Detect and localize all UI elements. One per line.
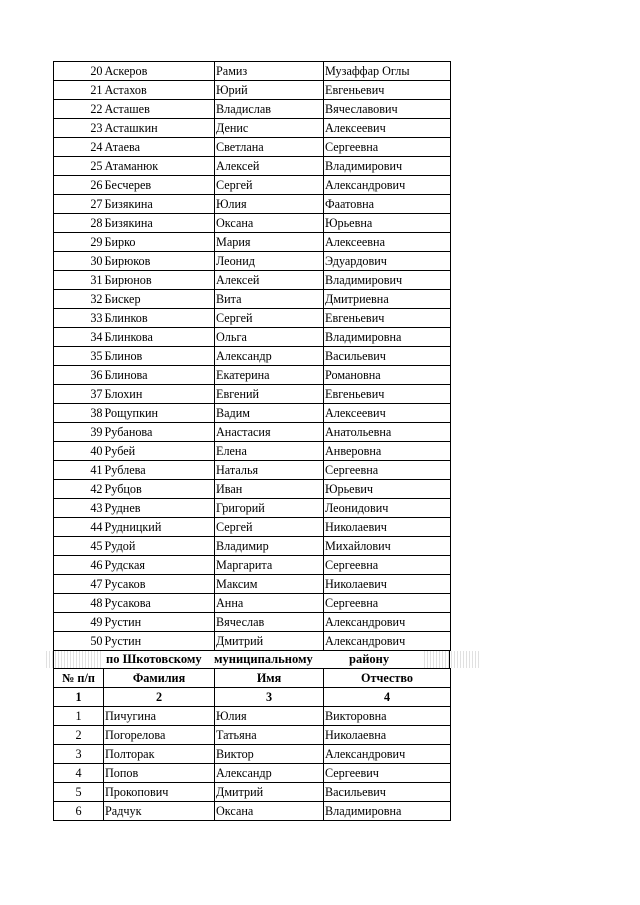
name-cell: Денис: [215, 119, 324, 138]
surname-cell: Асташев: [104, 100, 215, 119]
patronymic-cell: Алексеевна: [324, 233, 451, 252]
patronymic-cell: Фаатовна: [324, 195, 451, 214]
caption-word-3: району: [349, 652, 390, 666]
patronymic-cell: Юрьевич: [324, 480, 451, 499]
row-number: 25: [54, 157, 104, 176]
table-row: [54, 328, 451, 347]
name-cell: Оксана: [215, 802, 324, 821]
table-row: [54, 764, 451, 783]
table-row: [54, 176, 451, 195]
district-caption: [53, 651, 450, 668]
patronymic-cell: Леонидович: [324, 499, 451, 518]
row-number: 50: [54, 632, 104, 651]
table-row: [54, 81, 451, 100]
patronymic-cell: Алексеевич: [324, 404, 451, 423]
row-number: 41: [54, 461, 104, 480]
patronymic-cell: Дмитриевна: [324, 290, 451, 309]
row-number: 2: [54, 726, 104, 745]
name-cell: Анна: [215, 594, 324, 613]
table-row: [54, 575, 451, 594]
patronymic-cell: Николаевна: [324, 726, 451, 745]
surname-cell: Руднев: [104, 499, 215, 518]
table-row: [54, 537, 451, 556]
patronymic-cell: Евгеньевич: [324, 81, 451, 100]
name-cell: Максим: [215, 575, 324, 594]
surname-cell: Рустин: [104, 632, 215, 651]
patronymic-cell: Михайлович: [324, 537, 451, 556]
surname-cell: Погорелова: [104, 726, 215, 745]
name-cell: Дмитрий: [215, 632, 324, 651]
patronymic-cell: Александрович: [324, 632, 451, 651]
name-cell: Вячеслав: [215, 613, 324, 632]
name-cell: Алексей: [215, 271, 324, 290]
table-row: [54, 195, 451, 214]
surname-cell: Пичугина: [104, 707, 215, 726]
scan-noise-left: [46, 651, 101, 668]
table-row: [54, 594, 451, 613]
column-number-row: [54, 688, 451, 707]
patronymic-cell: Сергеевна: [324, 461, 451, 480]
surname-cell: Попов: [104, 764, 215, 783]
column-number: 4: [324, 688, 451, 707]
table-row: [54, 556, 451, 575]
row-number: 35: [54, 347, 104, 366]
row-number: 44: [54, 518, 104, 537]
name-cell: Александр: [215, 764, 324, 783]
surname-cell: Бискер: [104, 290, 215, 309]
row-number: 43: [54, 499, 104, 518]
table-row: [54, 347, 451, 366]
column-number: 2: [104, 688, 215, 707]
name-cell: Сергей: [215, 518, 324, 537]
table-row: [54, 745, 451, 764]
name-cell: Екатерина: [215, 366, 324, 385]
name-cell: Леонид: [215, 252, 324, 271]
surname-cell: Аскеров: [104, 62, 215, 81]
patronymic-cell: Владимирович: [324, 271, 451, 290]
row-number: 4: [54, 764, 104, 783]
row-number: 6: [54, 802, 104, 821]
table-row: [54, 518, 451, 537]
table-row: [54, 783, 451, 802]
surname-cell: Астахов: [104, 81, 215, 100]
surname-cell: Атаманюк: [104, 157, 215, 176]
row-number: 21: [54, 81, 104, 100]
patronymic-cell: Владимирович: [324, 157, 451, 176]
patronymic-cell: Александрович: [324, 176, 451, 195]
table-row: [54, 423, 451, 442]
name-cell: Юлия: [215, 195, 324, 214]
row-number: 46: [54, 556, 104, 575]
patronymic-cell: Анатольевна: [324, 423, 451, 442]
table-row: [54, 442, 451, 461]
table-row: [54, 62, 451, 81]
table-row: [54, 138, 451, 157]
header-name: Имя: [215, 669, 324, 688]
row-number: 47: [54, 575, 104, 594]
patronymic-cell: Эдуардович: [324, 252, 451, 271]
patronymic-cell: Владимировна: [324, 328, 451, 347]
name-cell: Маргарита: [215, 556, 324, 575]
caption-word-2: муниципальному: [214, 652, 313, 666]
column-number: 3: [215, 688, 324, 707]
table-row: [54, 157, 451, 176]
table-row: [54, 461, 451, 480]
surname-cell: Атаева: [104, 138, 215, 157]
table-row: [54, 726, 451, 745]
table-row: [54, 309, 451, 328]
row-number: 37: [54, 385, 104, 404]
table-row: [54, 613, 451, 632]
surname-cell: Бирюков: [104, 252, 215, 271]
row-number: 29: [54, 233, 104, 252]
patronymic-cell: Васильевич: [324, 347, 451, 366]
surname-cell: Рубанова: [104, 423, 215, 442]
row-number: 39: [54, 423, 104, 442]
patronymic-cell: Сергеевна: [324, 138, 451, 157]
patronymic-cell: Евгеньевич: [324, 309, 451, 328]
surname-cell: Бизякина: [104, 195, 215, 214]
row-number: 42: [54, 480, 104, 499]
name-cell: Владислав: [215, 100, 324, 119]
name-cell: Юлия: [215, 707, 324, 726]
name-cell: Дмитрий: [215, 783, 324, 802]
row-number: 48: [54, 594, 104, 613]
table-row: [54, 632, 451, 651]
patronymic-cell: Александрович: [324, 745, 451, 764]
header-patronymic: Отчество: [324, 669, 451, 688]
surname-cell: Русаков: [104, 575, 215, 594]
name-cell: Иван: [215, 480, 324, 499]
name-cell: Мария: [215, 233, 324, 252]
patronymic-cell: Николаевич: [324, 575, 451, 594]
table-row: [54, 802, 451, 821]
surname-cell: Бесчерев: [104, 176, 215, 195]
patronymic-cell: Анверовна: [324, 442, 451, 461]
patronymic-cell: Романовна: [324, 366, 451, 385]
row-number: 49: [54, 613, 104, 632]
surname-cell: Рубей: [104, 442, 215, 461]
header-row: [54, 669, 451, 688]
surname-cell: Рустин: [104, 613, 215, 632]
surname-cell: Прокопович: [104, 783, 215, 802]
table-row: [54, 290, 451, 309]
table-row: [54, 100, 451, 119]
row-number: 23: [54, 119, 104, 138]
surname-cell: Русакова: [104, 594, 215, 613]
row-number: 24: [54, 138, 104, 157]
surname-cell: Рощупкин: [104, 404, 215, 423]
caption-word-1: по Шкотовскому: [106, 652, 202, 666]
patronymic-cell: Васильевич: [324, 783, 451, 802]
patronymic-cell: Николаевич: [324, 518, 451, 537]
row-number: 40: [54, 442, 104, 461]
surname-cell: Рубцов: [104, 480, 215, 499]
surname-cell: Блинов: [104, 347, 215, 366]
patronymic-cell: Музаффар Оглы: [324, 62, 451, 81]
header-surname: Фамилия: [104, 669, 215, 688]
patronymic-cell: Юрьевна: [324, 214, 451, 233]
surname-cell: Блинкова: [104, 328, 215, 347]
surname-cell: Бирко: [104, 233, 215, 252]
table-row: [54, 252, 451, 271]
row-number: 30: [54, 252, 104, 271]
patronymic-cell: Сергеевна: [324, 556, 451, 575]
table-row: [54, 480, 451, 499]
name-cell: Сергей: [215, 176, 324, 195]
table-row: [54, 214, 451, 233]
row-number: 1: [54, 707, 104, 726]
patronymic-cell: Алексеевич: [324, 119, 451, 138]
surname-cell: Блинков: [104, 309, 215, 328]
name-cell: Рамиз: [215, 62, 324, 81]
table-row: [54, 385, 451, 404]
name-cell: Григорий: [215, 499, 324, 518]
patronymic-cell: Евгеньевич: [324, 385, 451, 404]
name-cell: Татьяна: [215, 726, 324, 745]
row-number: 32: [54, 290, 104, 309]
surname-cell: Рудой: [104, 537, 215, 556]
row-number: 33: [54, 309, 104, 328]
name-cell: Вадим: [215, 404, 324, 423]
table-row: [54, 271, 451, 290]
header-number: № п/п: [54, 669, 104, 688]
surname-cell: Бирюнов: [104, 271, 215, 290]
patronymic-cell: Викторовна: [324, 707, 451, 726]
surname-cell: Бизякина: [104, 214, 215, 233]
patronymic-cell: Сергеевич: [324, 764, 451, 783]
row-number: 20: [54, 62, 104, 81]
table-row: [54, 233, 451, 252]
row-number: 26: [54, 176, 104, 195]
name-cell: Вита: [215, 290, 324, 309]
column-number: 1: [54, 688, 104, 707]
name-cell: Сергей: [215, 309, 324, 328]
patronymic-cell: Сергеевна: [324, 594, 451, 613]
row-number: 28: [54, 214, 104, 233]
patronymic-cell: Вячеславович: [324, 100, 451, 119]
row-number: 5: [54, 783, 104, 802]
name-cell: Елена: [215, 442, 324, 461]
name-cell: Евгений: [215, 385, 324, 404]
surname-cell: Полторак: [104, 745, 215, 764]
row-number: 36: [54, 366, 104, 385]
name-cell: Оксана: [215, 214, 324, 233]
name-cell: Наталья: [215, 461, 324, 480]
name-cell: Анастасия: [215, 423, 324, 442]
patronymic-cell: Александрович: [324, 613, 451, 632]
name-cell: Светлана: [215, 138, 324, 157]
table-row: [54, 404, 451, 423]
name-cell: Юрий: [215, 81, 324, 100]
row-number: 31: [54, 271, 104, 290]
row-number: 45: [54, 537, 104, 556]
row-number: 3: [54, 745, 104, 764]
document-sheet: [53, 61, 450, 821]
surname-cell: Радчук: [104, 802, 215, 821]
surname-cell: Блинова: [104, 366, 215, 385]
name-cell: Алексей: [215, 157, 324, 176]
name-cell: Виктор: [215, 745, 324, 764]
name-cell: Александр: [215, 347, 324, 366]
row-number: 27: [54, 195, 104, 214]
row-number: 22: [54, 100, 104, 119]
scan-noise-right: [424, 651, 479, 668]
surname-cell: Асташкин: [104, 119, 215, 138]
name-cell: Ольга: [215, 328, 324, 347]
names-table-top: [53, 61, 451, 651]
row-number: 38: [54, 404, 104, 423]
surname-cell: Рудницкий: [104, 518, 215, 537]
surname-cell: Рублева: [104, 461, 215, 480]
surname-cell: Блохин: [104, 385, 215, 404]
patronymic-cell: Владимировна: [324, 802, 451, 821]
table-row: [54, 499, 451, 518]
names-table-district: [53, 668, 451, 821]
table-row: [54, 119, 451, 138]
surname-cell: Рудская: [104, 556, 215, 575]
row-number: 34: [54, 328, 104, 347]
table-row: [54, 366, 451, 385]
name-cell: Владимир: [215, 537, 324, 556]
table-row: [54, 707, 451, 726]
